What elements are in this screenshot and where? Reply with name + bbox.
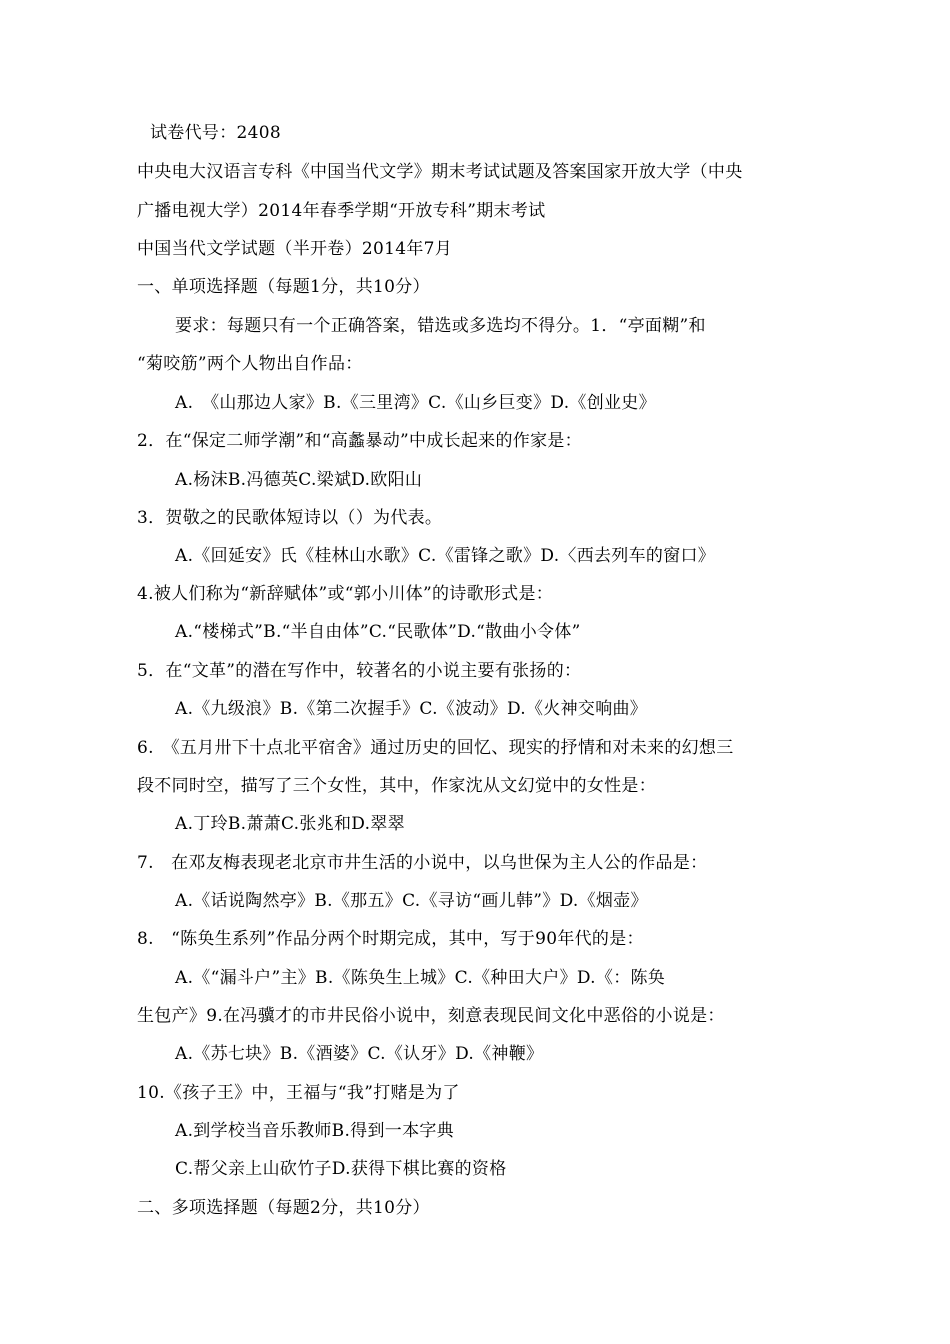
question-7-options: A.《话说陶然亭》B.《那五》C.《寻访“画儿韩”》D.《烟壶》 — [175, 891, 648, 911]
question-10: 10.《孩子王》中，王福与“我”打赌是为了 — [137, 1083, 460, 1103]
document-title-line-1: 中央电大汉语言专科《中国当代文学》期末考试试题及答案国家开放大学（中央 — [137, 162, 743, 182]
question-3: 3．贺敬之的民歌体短诗以（）为代表。 — [137, 508, 443, 528]
question-2-options: A.杨沫B.冯德英C.梁斌D.欧阳山 — [175, 470, 423, 490]
question-6-options: A.丁玲B.萧萧C.张兆和D.翠翠 — [175, 814, 405, 834]
question-4: 4.被人们称为“新辞赋体”或“郭小川体”的诗歌形式是： — [137, 584, 554, 604]
question-5-options: A.《九级浪》B.《第二次握手》C.《波动》D.《火神交响曲》 — [175, 699, 648, 719]
section-heading-single-choice: 一、单项选择题（每题1分，共10分） — [137, 277, 430, 297]
question-10-options-a-b: A.到学校当音乐教师B.得到一本字典 — [175, 1121, 454, 1141]
question-9: 生包产》9.在冯骥才的市井民俗小说中，刻意表现民间文化中恶俗的小说是： — [137, 1006, 725, 1026]
question-3-options: A.《回延安》氏《桂林山水歌》C.《雷锋之歌》D.〈西去列车的窗口》 — [175, 546, 716, 566]
question-6-continued: 段不同时空，描写了三个女性，其中，作家沈从文幻觉中的女性是： — [137, 776, 656, 796]
question-1-options: A. 《山那边人家》B.《三里湾》C.《山乡巨变》D.《创业史》 — [175, 393, 656, 413]
question-8: 8. “陈奂生系列”作品分两个时期完成，其中，写于90年代的是： — [137, 929, 644, 949]
question-6: 6. 《五月卅下十点北平宿舍》通过历史的回忆、现实的抒情和对未来的幻想三 — [137, 738, 734, 758]
question-1-continued: “菊咬筋”两个人物出自作品： — [137, 354, 363, 374]
exam-code: 试卷代号：2408 — [150, 123, 281, 143]
question-2: 2．在“保定二师学潮”和“高蠡暴动”中成长起来的作家是： — [137, 431, 582, 451]
section-heading-multiple-choice: 二、多项选择题（每题2分，共10分） — [137, 1198, 430, 1218]
instructions-line: 要求：每题只有一个正确答案，错选或多选均不得分。1．“亭面糊”和 — [175, 316, 706, 336]
document-title-line-2: 广播电视大学）2014年春季学期“开放专科”期末考试 — [137, 201, 546, 221]
question-5: 5．在“文革”的潜在写作中，较著名的小说主要有张扬的： — [137, 661, 582, 681]
question-9-options: A.《苏七块》B.《酒婆》C.《认牙》D.《神鞭》 — [175, 1044, 544, 1064]
question-7: 7. 在邓友梅表现老北京市井生活的小说中，以乌世保为主人公的作品是： — [137, 853, 708, 873]
question-4-options: A.“楼梯式”B.“半自由体”C.“民歌体”D.“散曲小令体” — [175, 622, 581, 642]
question-10-options-c-d: C.帮父亲上山砍竹子D.获得下棋比赛的资格 — [175, 1159, 507, 1179]
exam-subtitle: 中国当代文学试题（半开卷）2014年7月 — [137, 239, 453, 259]
question-8-options: A.《“漏斗户”主》B.《陈奂生上城》C.《种田大户》D.《：陈奂 — [175, 968, 666, 988]
